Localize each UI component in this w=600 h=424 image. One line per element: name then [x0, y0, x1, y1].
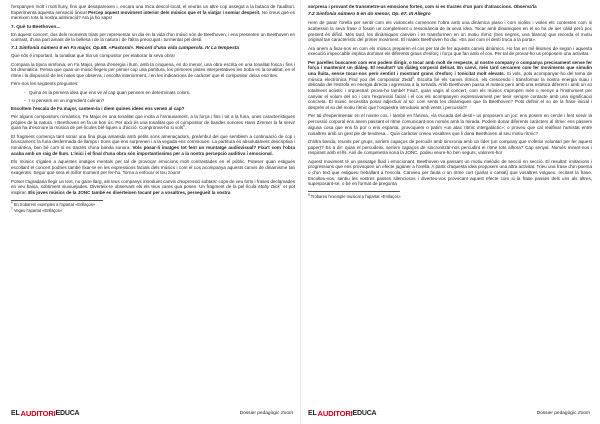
paragraph: Compara la típica simfonia, en Fa Major, plena d'energia i llum, amb la cinquena, en do menor, una obra escrita en una tonalitat fosca i fins i tot dramàtica. Pensa que quan un músic llegeix per primer cop una partitura, les primeres pistes interpretatives les troba en la tonalitat, en el ritme i la disposició de les notes que observa, i escolta interiorment, i en les indicacions de caràcter que el compositor deixa escrites. [11, 61, 295, 78]
footnote-ref[interactable]: 7 [279, 182, 282, 187]
dossier-label: Dossier pedagògic Zoom [536, 410, 590, 416]
footnote-divider [308, 191, 400, 192]
section-title: 7. Què tu Beethoven... [11, 23, 61, 29]
subsection-title: 7.2 Simfonia número 5 en do menor, Op. 67. III Allegro [308, 12, 431, 18]
paragraph: Fem-nos les següents preguntes: [11, 81, 79, 87]
paragraph: Hem de parar l'orella per sentir com els violoncels comencen l'obra amb una dinàmica piano i com violins i violes els contesten com si acabessin la seva frase o fossin un complement o ressonància de la seva idea. Tocar amb dinamiques en el so ha de ser càlid però poc present és difícil. Més tard, les dinàmiques canvien i es transformen en un motiu rítmic (tres negres, una blanca) que recorda el motiu original tan característic del primer moviment. El mateix Beethoven ho diu: «Es així com el destí truca a la porta». [308, 20, 592, 43]
paragraph: sorpresa i provant de transmetre-us emocions fortes, com si es tractés d'un parc d'atraccions. Observa'la [308, 4, 537, 9]
footnote: $^7$ Vegeu l'apartat «Enllaços» [11, 206, 63, 213]
paragraph: El fragment comença tant sonar una fina pluja amanida amb petits sons amenaçadors, preàmbul del que semblem a continuació de cop i bruscament: la furia desfermada de llamps i trons que ens sorprenen i a la vegada ens commouen. La partitura és absolutament descriptiva i romàntica, ben bé com si es tractés d'una banda sonora. Vols posar-li imatges tot fent un muntatge audiovisual? Fixa't com l'obra acaba amb un raig de llum. L'inici i el final d'una obra són importantíssims per a la nostra percepció auditiva i emocional. [11, 133, 295, 156]
paragraph: Els músics s'igalen a aquestes imatges mentals per tal de provocar emocions molt contrastades en el públic. Poteser quan estigués escoltant el concert podries també fixar-te en les expressions facials dels músics i com el cos acompanya aquests canvis de dinamisme tan exagerats. Segur que sera el millor moment per fer-ho. Torna a enfocar el teu zoom! [11, 159, 295, 176]
paragraph: En aquest concert, dos dels moments triats per representar un dia en la vida d'un músic són de Beethoven, i ens presenten un Beethoven en contrast, d'una part amant de la bellesa i de la natura i de l'altra preocupat i turmentat pel destí. [11, 31, 295, 43]
page-footer [11, 407, 295, 419]
auditori-educa-logo: EL AUDITORI EDUCA [11, 408, 80, 418]
dossier-label: Dossier pedagògic Zoom [239, 410, 293, 416]
right-page [308, 0, 592, 424]
list-item: - Quina és la primera idea que ens ve al cap quan pensem en determinats colors. [29, 90, 295, 96]
question-list [11, 90, 295, 104]
footnote: $^6$ En trobarem exemples a l'apartat «Enllaços» [11, 201, 96, 208]
auditori-educa-logo: EL AUDITORI EDUCA [308, 408, 377, 418]
footnote: $^8$ Trobareu l'exemple musical a l'apartat «Enllaços» [308, 192, 401, 199]
paragraph: Per alguns compositors romàntics, Fa Major és una tonalitat que incita a l'arrauxament, a la força i fins i tot a la furia, unes característiques pròpies de la natura. I Beethoven en fa un bon ús. Per això és una tonalitat que el compositor de bandes sonores Hans Zimmer la fa servir quan ha d'escriure la música de pel·lícules bèl·liques o d'acció. Compronva-ho si vols$^6$. [11, 113, 295, 131]
paragraph: Aquest moviment té un passatge fluid i emocionant. Beethoven va passant un motiu melòdic de secció en secció. El resultat: imitacions i progressions que ens provoquen un efecte juganer a l'orella. A partir d'aquesta idea proposem una altra activitat. Trieu una frase d'un poema o d'un text que estigueu treballant a l'escola. Canvieu per fauta o un ritme curt (parlat o cantat) que vosaltres volgueu, recitant la frase. Escolteu-vos, sentiu les vostres passes silenciosos i diverteu-vos provocant aquest efecte com si la frase passés dels uns als altres, superposant-se, o bé en format de pregunta [308, 158, 592, 187]
footnote-ref[interactable]: 8 [412, 75, 414, 80]
activity-heading: Escoltem l'escala de Fa major, cantem-la i diem quines idees ens venen al cap? [11, 106, 185, 112]
page-footer [308, 407, 592, 419]
paragraph: Ara anem a fixar-nos en com els músics preparen el cos per tal de fer aquests canvis dinàmics. Ho fan en mil·lèsimes de segon i aquesta execució impeccable implica dominar els diferents graus d'esforç i força que fan amb el cos. Per tal de provar-ho us proposem una activitat. [308, 45, 592, 57]
page-gutter [300, 0, 301, 424]
footnote-ref[interactable]: 6 [183, 123, 185, 128]
paragraph: Que nõs é important, la tonalitat que tria un compositor per elaborar la seva obra! [11, 53, 175, 59]
footnote-divider [11, 200, 103, 201]
paragraph: Per parelles buscarem com ens podem dirigir, o tocar amb molt de respecte, al nostre company o companya precisament sense fer força i mantenint un diàleg. El resultat? Un diàleg corporal delicat. En canvi, més tard cercarem com fer moviments que simulin una lluita, sense tocar-nos però sentint i mostrant grans d'esforç i tonicitat molt elevats. Si vols, pots acompanyar-ho del tema de música electrònica Find you del compositor Zedd$^8$. Escolta bé els canvis rítmics, els crescendo i transformar la nostra energia suau i delicada del l'estrofa en energia directa i agressiva a la tornada. Amb Beethoven passa el mateix però amb una estètica diferent i amb un so totalment acústic i orquestral: prova-ho també! Fixa't, quan vagis al concert, com els músics s'apropen més o menys a l'instrument per canviar el volum del so i com l'expressió facial i el cos els acompanyen expressivament per tenir sempre contacte amb una significació concreta. El músic necessita posar adjectius al so: com sents les dinàmiques que fa Beethoven? Pots definir el so de la frase inicial i després el so del motiu rítmic que l'orquestra introdueix amb vents i percussió? [308, 59, 592, 111]
paragraph: Potser t'agradaria llegir un text, no gaire llarg, als teus companys introduint canvis d'expressió sobtats: cops de veu forts i frases declamades en veu baixa, sobtiment xiuxiuejades. Diverteix-te observant els els teus cares qua posen. Un fragment de la pel·lícula Moby Dick$^7$ et pot inspirar. Els joves músics de la JONC també es diverteixen tocant per a vosaltres, persegueit la vostra [11, 178, 295, 196]
paragraph: Per tal d'experimentar en el nostre cos, i també en l'ànima, «la trucada del destí» us proposem un joc: ens posem en cercle i fent servir la percussió corporal ens anem passant el ritme comunicant-nos només amb la mirada. Podem donar diferents caràcters al ritme: ens passem alguna cosa que ens fa por o ens espanta; provoquem o patim «un atac rítmic intergalàctic»; o proveu que cal realfinar l'amistat entre nosaltres amb un gest ple de tendresa... Quin caràcter creieu vosaltres que li dona Beethoven al seu motiu rítmic? [308, 113, 592, 136]
paragraph: l'empanyen molt i molt lluny, fins que desapareixen i, encara una mica descol·locat, el veuràs un altre cop assegut a la butaca de l'auditori. Experimenta aquesta sensació única! Percep aquest moviment interior dels músics que et fa viatjar i somiar desperit. No creus que es mereixen tota la nostra admiració? Ara ja ho saps! [11, 4, 295, 21]
list-item: - I si pensem en un ingredient culinari? [29, 98, 295, 104]
left-page [11, 0, 295, 424]
paragraph: D'altra banda, reunits per grups, seríem capaços de percudir amb sincronia amb un líder (un company que s'oferixi voluntari per fer aquest paper)? Es a dir: quan el percudeixi, seríem capaços de sincronitzar-nos percudint el ritme tots alhora? Cap senyal. Només mirant-nos i respirant amb el·lls. Així de compenetra sona la JONC, podeu veure-ho ben segurs, valorem-ho! [308, 138, 592, 156]
subsection-title: 7.1 Simfonia número 6 en Fa major, Op.68. «Pastoral». Record d'una vida camperola. IV La tempesta [11, 45, 240, 51]
